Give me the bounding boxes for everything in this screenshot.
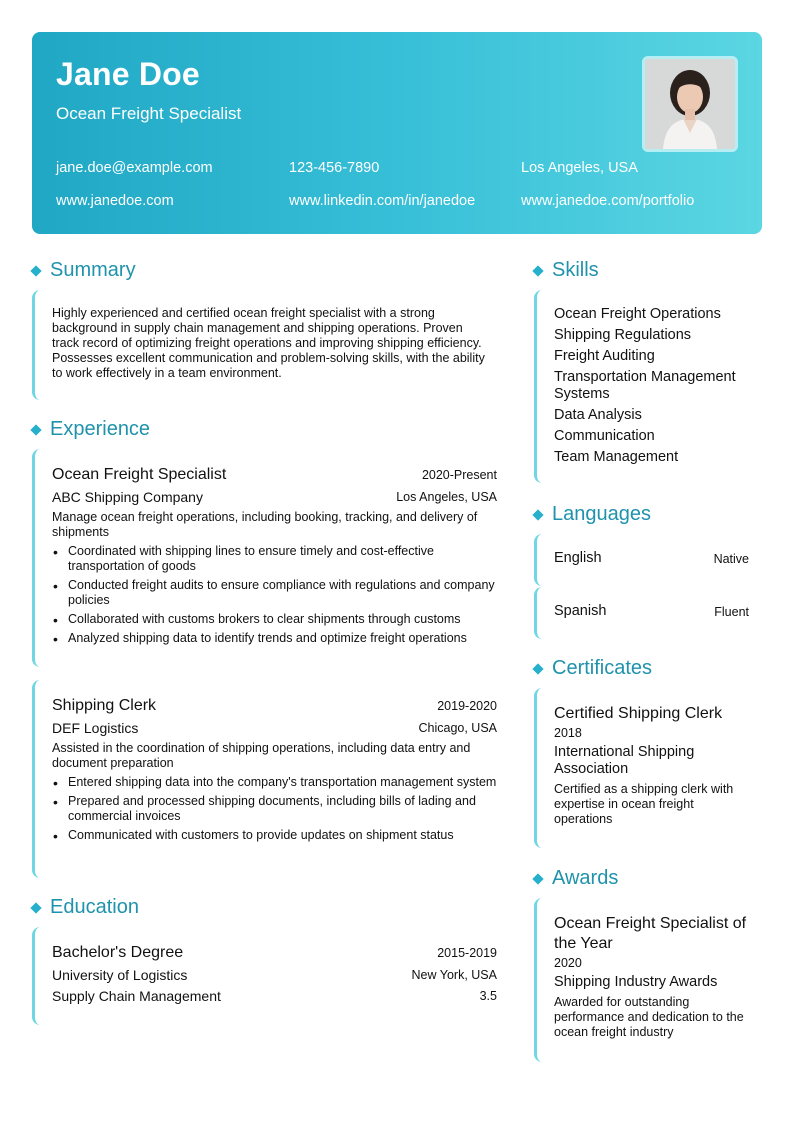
contact-location: Los Angeles, USA [521, 160, 638, 176]
job-company: ABC Shipping Company [52, 489, 203, 505]
education-school: University of Logistics [52, 967, 188, 983]
diamond-icon [532, 265, 543, 276]
skills-heading [534, 259, 599, 282]
award-issuer: Shipping Industry Awards [554, 974, 718, 990]
language-level: Fluent [714, 605, 749, 619]
languages-heading [534, 503, 651, 526]
education-card [32, 927, 502, 1025]
contact-linkedin[interactable]: www.linkedin.com/in/janedoe [289, 193, 476, 209]
certificate-year: 2018 [554, 726, 582, 740]
contact-phone[interactable]: 123-456-7890 [289, 160, 380, 176]
education-gpa: 3.5 [479, 989, 497, 1003]
job-dates: 2020-Present [421, 468, 497, 482]
resume-header [32, 32, 762, 234]
skills-card [534, 290, 762, 483]
award-title: Ocean Freight Specialist of the Year [554, 915, 747, 952]
education-heading [32, 896, 139, 919]
skills-list [554, 306, 754, 470]
education-dates: 2015-2019 [437, 946, 497, 960]
diamond-icon [30, 902, 41, 913]
job-bullet: • Conducted freight audits to ensure compliance with regulations and company policies [52, 578, 497, 608]
language-card [534, 587, 762, 639]
education-field: Supply Chain Management [52, 988, 221, 1004]
job-bullet: • Analyzed shipping data to identify trends and optimize freight operations [52, 631, 497, 646]
diamond-icon [532, 873, 543, 884]
job-title: Ocean Freight Specialist [52, 466, 227, 483]
certificate-title: Certified Shipping Clerk [554, 705, 723, 722]
award-card [534, 898, 762, 1062]
certificates-heading-text: Certificates [552, 657, 653, 679]
education-location: New York, USA [411, 968, 497, 982]
certificate-issuer: International Shipping Association [554, 744, 695, 777]
awards-heading [534, 867, 618, 890]
diamond-icon [30, 424, 41, 435]
job-title: Shipping Clerk [52, 697, 157, 714]
contact-website[interactable]: www.janedoe.com [56, 193, 174, 209]
skill-item: Freight Auditing [554, 348, 655, 364]
job-bullets [52, 775, 497, 847]
candidate-title: Ocean Freight Specialist [56, 104, 242, 123]
education-degree: Bachelor's Degree [52, 944, 184, 961]
job-bullet: • Collaborated with customs brokers to clear shipments through customs [52, 612, 497, 627]
job-dates: 2019-2020 [437, 699, 497, 713]
languages-heading-text: Languages [552, 503, 651, 525]
certificates-heading [534, 657, 652, 680]
job-description: Assisted in the coordination of shipping operations, including data entry and document preparation [52, 741, 471, 770]
skill-item: Data Analysis [554, 407, 642, 423]
job-bullet: • Communicated with customers to provide updates on shipment status [52, 828, 497, 843]
skills-heading-text: Skills [552, 259, 599, 281]
profile-photo [642, 56, 738, 152]
contact-portfolio[interactable]: www.janedoe.com/portfolio [521, 193, 695, 209]
language-level: Native [713, 552, 749, 566]
job-location: Los Angeles, USA [396, 490, 497, 504]
person-portrait-icon [645, 59, 735, 149]
skill-item: Team Management [554, 449, 679, 465]
language-card [534, 534, 762, 586]
experience-heading-text: Experience [50, 418, 151, 440]
certificate-description: Certified as a shipping clerk with expertise in ocean freight operations [554, 782, 734, 826]
contact-email[interactable]: jane.doe@example.com [56, 160, 213, 176]
language-name: Spanish [554, 603, 607, 619]
skill-item: Communication [554, 428, 655, 444]
job-description: Manage ocean freight operations, including booking, tracking, and delivery of shipments [52, 510, 478, 539]
diamond-icon [532, 663, 543, 674]
job-bullet: • Prepared and processed shipping documents, including bills of lading and commercial invoices [52, 794, 497, 824]
diamond-icon [532, 509, 543, 520]
certificate-card [534, 688, 762, 848]
job-bullet: • Entered shipping data into the company's transportation management system [52, 775, 497, 790]
summary-heading-text: Summary [50, 259, 136, 281]
education-heading-text: Education [50, 896, 139, 918]
skill-item: Shipping Regulations [554, 327, 692, 343]
job-company: DEF Logistics [52, 720, 139, 736]
summary-heading [32, 259, 136, 282]
awards-heading-text: Awards [552, 867, 619, 889]
job-location: Chicago, USA [418, 721, 497, 735]
job-card [32, 449, 502, 667]
job-bullets [52, 544, 497, 650]
language-name: English [554, 550, 602, 566]
experience-heading [32, 418, 150, 441]
award-year: 2020 [554, 956, 582, 970]
job-bullet: • Coordinated with shipping lines to ensure timely and cost-effective transportation of goods [52, 544, 497, 574]
summary-card [32, 290, 502, 400]
job-card [32, 680, 502, 878]
award-description: Awarded for outstanding performance and dedication to the ocean freight industry [554, 995, 744, 1039]
summary-text: Highly experienced and certified ocean freight specialist with a strong background in supply chain management and shipping operations. Proven track record of optimizing freight operations and improving shipping efficiency. Possesses excellent communication and problem-solving skills, with the ability to work effectively in a team environment. [52, 306, 485, 380]
diamond-icon [30, 265, 41, 276]
skill-item: Transportation Management Systems [554, 369, 736, 402]
skill-item: Ocean Freight Operations [554, 306, 721, 322]
candidate-name: Jane Doe [56, 56, 200, 92]
